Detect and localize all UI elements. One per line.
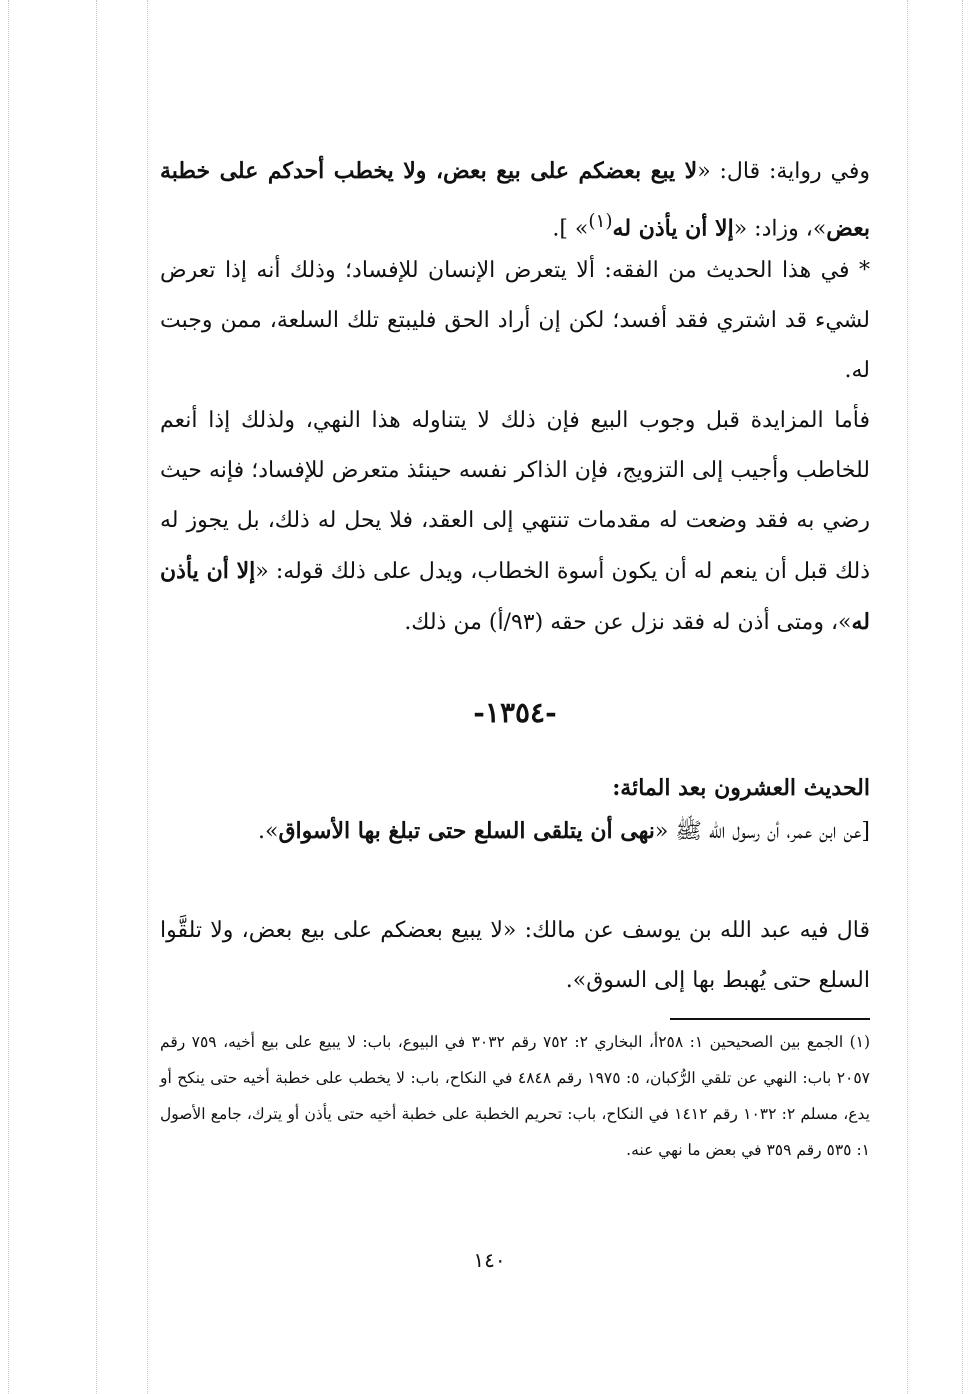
paragraph-hadith <box>160 806 870 857</box>
scan-guide-line <box>96 0 97 1394</box>
footnote-divider <box>670 1018 870 1020</box>
paragraph-3-text: فأما المزايدة قبل وجوب البيع فإن ذلك لا يتناوله هذا النهي، ولذلك إذا أنعم للخاطب وأجيب إلى التزويج، فإن الذاكر نفسه حينئذ متعرض للإفساد؛ فإنه حيث رضي به فقد وضعت له مقدمات تنتهي إلى العقد، فلا يحل له ذلك، بل يجوز له ذلك قبل أن ينعم له أن يكون أسوة الخطاب، ويدل على ذلك قوله: « <box>160 408 870 584</box>
paragraph-1-middle: »، وزاد: « <box>733 216 827 242</box>
footnote-text: (١) الجمع بين الصحيحين ١: ٢٥٨أ، البخاري ٢: ٧٥٢ رقم ٣٠٣٢ في البيوع، باب: لا يبيع على بيع أخيه، ٧٥٩ رقم ٢٠٥٧ باب: النهي عن تلقي الرُّكبان، ٥: ١٩٧٥ رقم ٤٨٤٨ في النكاح، باب: لا يخطب على خطبة أخيه حتى ينكح أو يدع، مسلم ٢: ١٠٣٢ رقم ١٤١٢ في النكاح، باب: تحريم الخطبة على خطبة أخيه حتى يأذن أو يترك، جامع الأصول ١: ٥٣٥ رقم ٣٥٩ في بعض ما نهي عنه. <box>160 1033 871 1159</box>
footnote-marker: (١) <box>588 211 613 232</box>
paragraph-1-intro: وفي رواية: قال: « <box>697 159 870 184</box>
scan-guide-line <box>962 0 963 1394</box>
paragraph-commentary <box>160 396 870 648</box>
paragraph-4-quote: نهى أن يتلقى السلع حتى تبلغ بها الأسواق <box>278 818 655 844</box>
hadith-quote: لا يبع بعضكم على بيع بعض، ولا يخطب أحدكم على خطبة بعض <box>160 158 870 242</box>
scan-guide-line <box>907 0 908 1394</box>
paragraph-4-end: ». <box>258 819 279 844</box>
scan-guide-line <box>147 0 148 1394</box>
paragraph-1-end: » ]. <box>552 216 589 242</box>
page-number: ١٤٠ <box>473 1248 506 1272</box>
paragraph-fiqh: * في هذا الحديث من الفقه: ألا يتعرض الإنسان للإفساد؛ وذلك أنه إذا تعرض لشيء قد اشتري فقد أفسد؛ لكن إن أراد الحق فليبتع تلك السلعة، ممن وجبت له. <box>160 258 870 383</box>
scan-guide-line <box>8 0 9 1394</box>
paragraph-3-quote: إلا أن يأذن له <box>160 558 870 635</box>
hadith-quote-addition: إلا أن يأذن له <box>612 215 734 242</box>
paragraph-narration-malik: قال فيه عبد الله بن يوسف عن مالك: «لا يبيع بعضكم على بيع بعض، ولا تلقَّوا السلع حتى يُهبط بها إلى السوق». <box>160 918 870 993</box>
section-number: -١٣٥٤- <box>473 696 557 729</box>
paragraph-narration <box>160 146 870 254</box>
paragraph-3-end: »، ومتى أذن له فقد نزل عن حقه (٩٣/أ) من ذلك. <box>404 610 852 635</box>
paragraph-4-intro: [عن ابن عمر، أن رسول الله ﷺ « <box>654 819 870 844</box>
section-title: الحديث العشرون بعد المائة: <box>612 775 870 801</box>
